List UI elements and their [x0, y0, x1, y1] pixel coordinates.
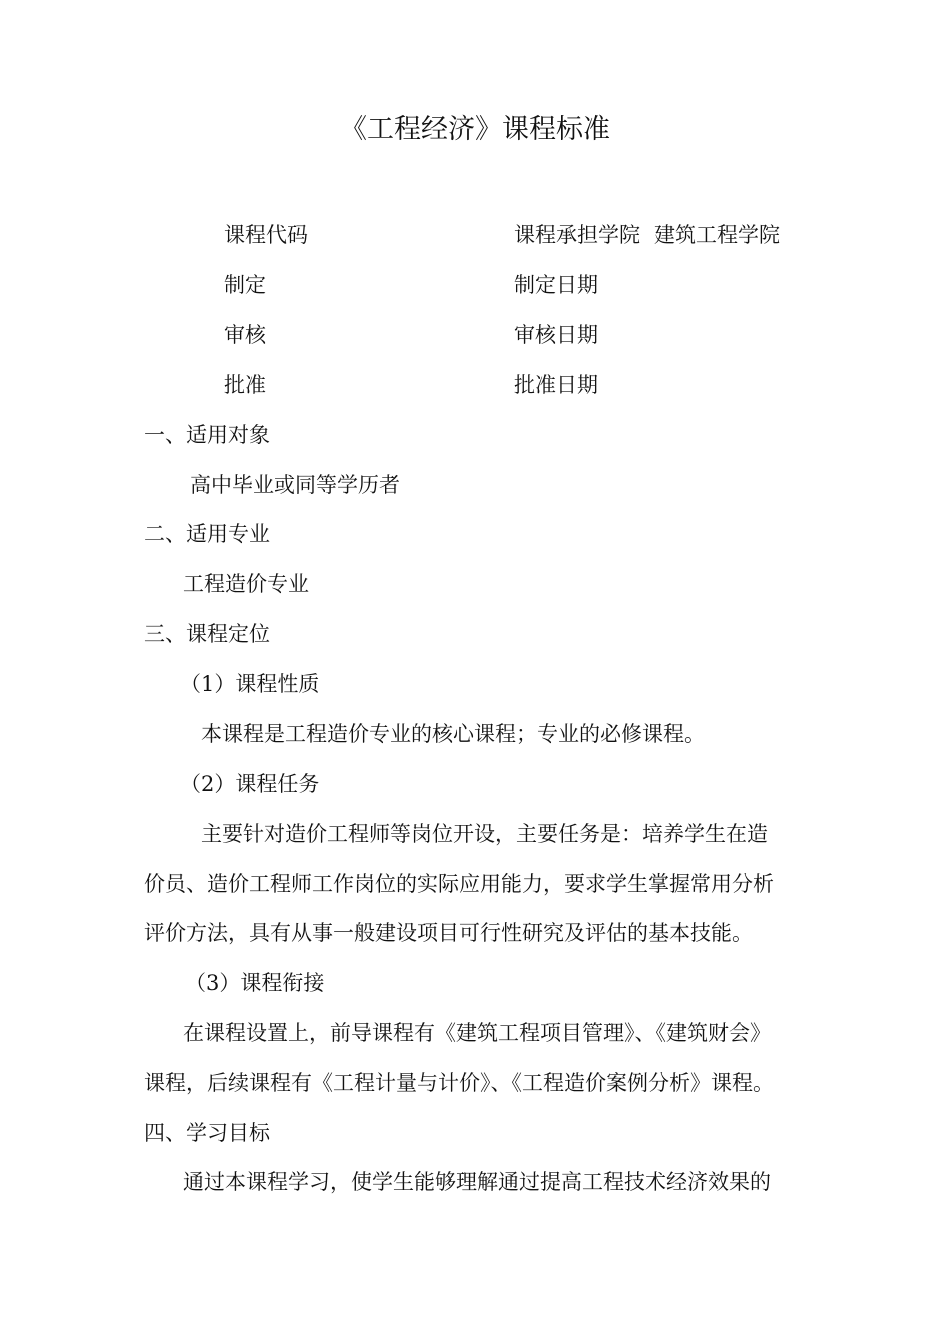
- section-text-2: 工程造价专业: [183, 572, 309, 596]
- made-label: 制定: [224, 273, 266, 297]
- subsection-heading-link: （3）课程衔接: [185, 971, 325, 995]
- paragraph-link-line2: 课程，后续课程有《工程计量与计价》、《工程造价案例分析》课程。: [144, 1071, 774, 1095]
- course-code-label: 课程代码: [224, 223, 308, 247]
- section-text-1: 高中毕业或同等学历者: [190, 473, 400, 497]
- paragraph-nature: 本课程是工程造价专业的核心课程；专业的必修课程。: [201, 722, 705, 746]
- subsection-heading-nature: （1）课程性质: [180, 672, 320, 696]
- section-heading-4: 四、学习目标: [144, 1121, 270, 1145]
- review-label: 审核: [224, 323, 266, 347]
- approve-date-label: 批准日期: [514, 373, 598, 397]
- paragraph-link-line1: 在课程设置上，前导课程有《建筑工程项目管理》、《建筑财会》: [183, 1021, 771, 1045]
- review-date-label: 审核日期: [514, 323, 598, 347]
- approve-label: 批准: [224, 373, 266, 397]
- document-title: 《工程经济》课程标准: [340, 114, 610, 145]
- section-heading-1: 一、适用对象: [144, 423, 270, 447]
- college-value: 建筑工程学院: [654, 223, 780, 247]
- college-label: 课程承担学院: [514, 223, 640, 247]
- college-row: [514, 220, 780, 250]
- paragraph-task-line3: 评价方法，具有从事一般建设项目可行性研究及评估的基本技能。: [144, 921, 753, 945]
- section-heading-2: 二、适用专业: [144, 522, 270, 546]
- section-heading-3: 三、课程定位: [144, 622, 270, 646]
- subsection-heading-task: （2）课程任务: [180, 772, 320, 796]
- paragraph-goal-line1: 通过本课程学习，使学生能够理解通过提高工程技术经济效果的: [183, 1170, 771, 1194]
- made-date-label: 制定日期: [514, 273, 598, 297]
- paragraph-task-line2: 价员、造价工程师工作岗位的实际应用能力，要求学生掌握常用分析: [144, 872, 774, 896]
- paragraph-task-line1: 主要针对造价工程师等岗位开设，主要任务是：培养学生在造: [201, 822, 768, 846]
